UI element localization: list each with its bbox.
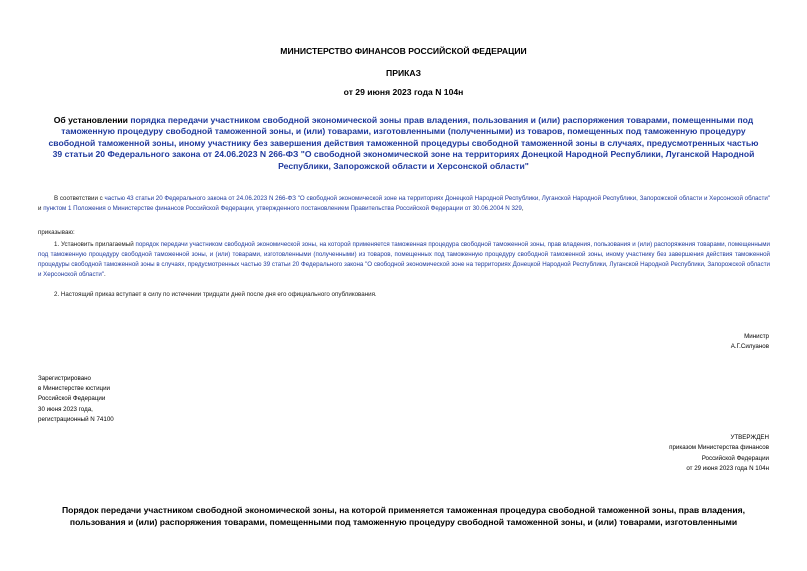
procedure-link[interactable]: порядок передачи участником свободной экономической зоны, на которой применяется таможенная процедура свободной таможенной зоны, прав владения, пользования и (или) распоряжения товарами, помещенными под таможенную процедуру свободной таможенной зоны, и (или) товарами, изготовленными (полученными) из товаров, помещенных под таможенную процедуру свободной таможенной зоны, иному участнику без завершения действия таможенной процедуры свободной таможенной зоны в случаях, предусмотренных частью 39 статьи 20 Федерального закона "О свободной экономической зоне на территориях Донецкой Народной Республики, Луганской Народной Республики, Запорожской области и Херсонской области" xyxy=(38,241,770,278)
registration-line: Зарегистрировано xyxy=(38,375,91,382)
registration-line: в Министерстве юстиции xyxy=(38,385,111,393)
item-1-lead: 1. Установить прилагаемый xyxy=(54,241,136,248)
registration-line: 30 июня 2023 года, xyxy=(38,405,93,413)
registration-block xyxy=(38,374,114,425)
document-title xyxy=(44,115,763,172)
signature-block xyxy=(731,332,769,351)
signature-name: А.Г.Силуанов xyxy=(730,342,769,350)
title-prefix: Об установлении xyxy=(53,115,131,125)
preamble-tail: , xyxy=(521,205,524,212)
approved-line: УТВЕРЖДЕН xyxy=(730,434,769,441)
preamble-lead: В соответствии с xyxy=(54,195,105,202)
item-2-paragraph: 2. Настоящий приказ вступает в силу по истечении тридцати дней после дня его официального опубликования. xyxy=(54,291,377,298)
preamble-mid: и xyxy=(38,205,44,212)
item-1-tail: . xyxy=(104,271,106,278)
title-link[interactable]: порядка передачи участником свободной экономической зоны прав владения, пользования и (или) распоряжения товарами, помещенными под таможенную процедуру свободной таможенной зоны, и (или) товарами, изготовленными (полученными) из товаров, помещенных под таможенную процедуру свободной таможенной зоны, иному участнику без завершения действия таможенной процедуры свободной таможенной зоны в случаях, предусмотренных частью 39 статьи 20 Федерального закона от 24.06.2023 N 266-ФЗ "О свободной экономической зоне на территориях Донецкой Народной Республики, Луганской Народной Республики, Запорожской области и Херсонской области" xyxy=(48,115,759,171)
order-word: приказываю: xyxy=(38,229,75,236)
doc-type-heading: ПРИКАЗ xyxy=(386,68,421,78)
signature-position: Министр xyxy=(744,333,769,340)
ministry-heading: МИНИСТЕРСТВО ФИНАНСОВ РОССИЙСКОЙ ФЕДЕРАЦИИ xyxy=(280,46,527,56)
approved-line: приказом Министерства финансов xyxy=(669,444,769,452)
approved-line: от 29 июня 2023 года N 104н xyxy=(686,465,769,473)
procedure-title: Порядок передачи участником свободной экономической зоны, на которой применяется таможенная процедура свободной таможенной зоны, прав владения, пользования и (или) распоряжения товарами, помещенными под таможенную процедуру свободной таможенной зоны, и (или) товарами, изготовленными xyxy=(61,505,746,527)
registration-line: регистрационный N 74100 xyxy=(38,415,114,423)
law-link[interactable]: частью 43 статьи 20 Федерального закона от 24.06.2023 N 266-ФЗ "О свободной экономической зоне на территориях Донецкой Народной Республики, Луганской Народной Республики, Запорожской области и Херсонской области" xyxy=(104,195,771,202)
approved-line: Российской Федерации xyxy=(701,454,769,462)
regulation-link[interactable]: пунктом 1 Положения о Министерстве финансов Российской Федерации, утвержденного постановлением Правительства Российской Федерации от 30.06.2004 N 329 xyxy=(43,205,522,212)
approved-block xyxy=(669,433,769,475)
preamble-paragraph xyxy=(38,194,770,214)
item-1-paragraph xyxy=(38,240,770,280)
doc-date-number: от 29 июня 2023 года N 104н xyxy=(343,87,464,97)
registration-line: Российской Федерации xyxy=(38,395,106,403)
